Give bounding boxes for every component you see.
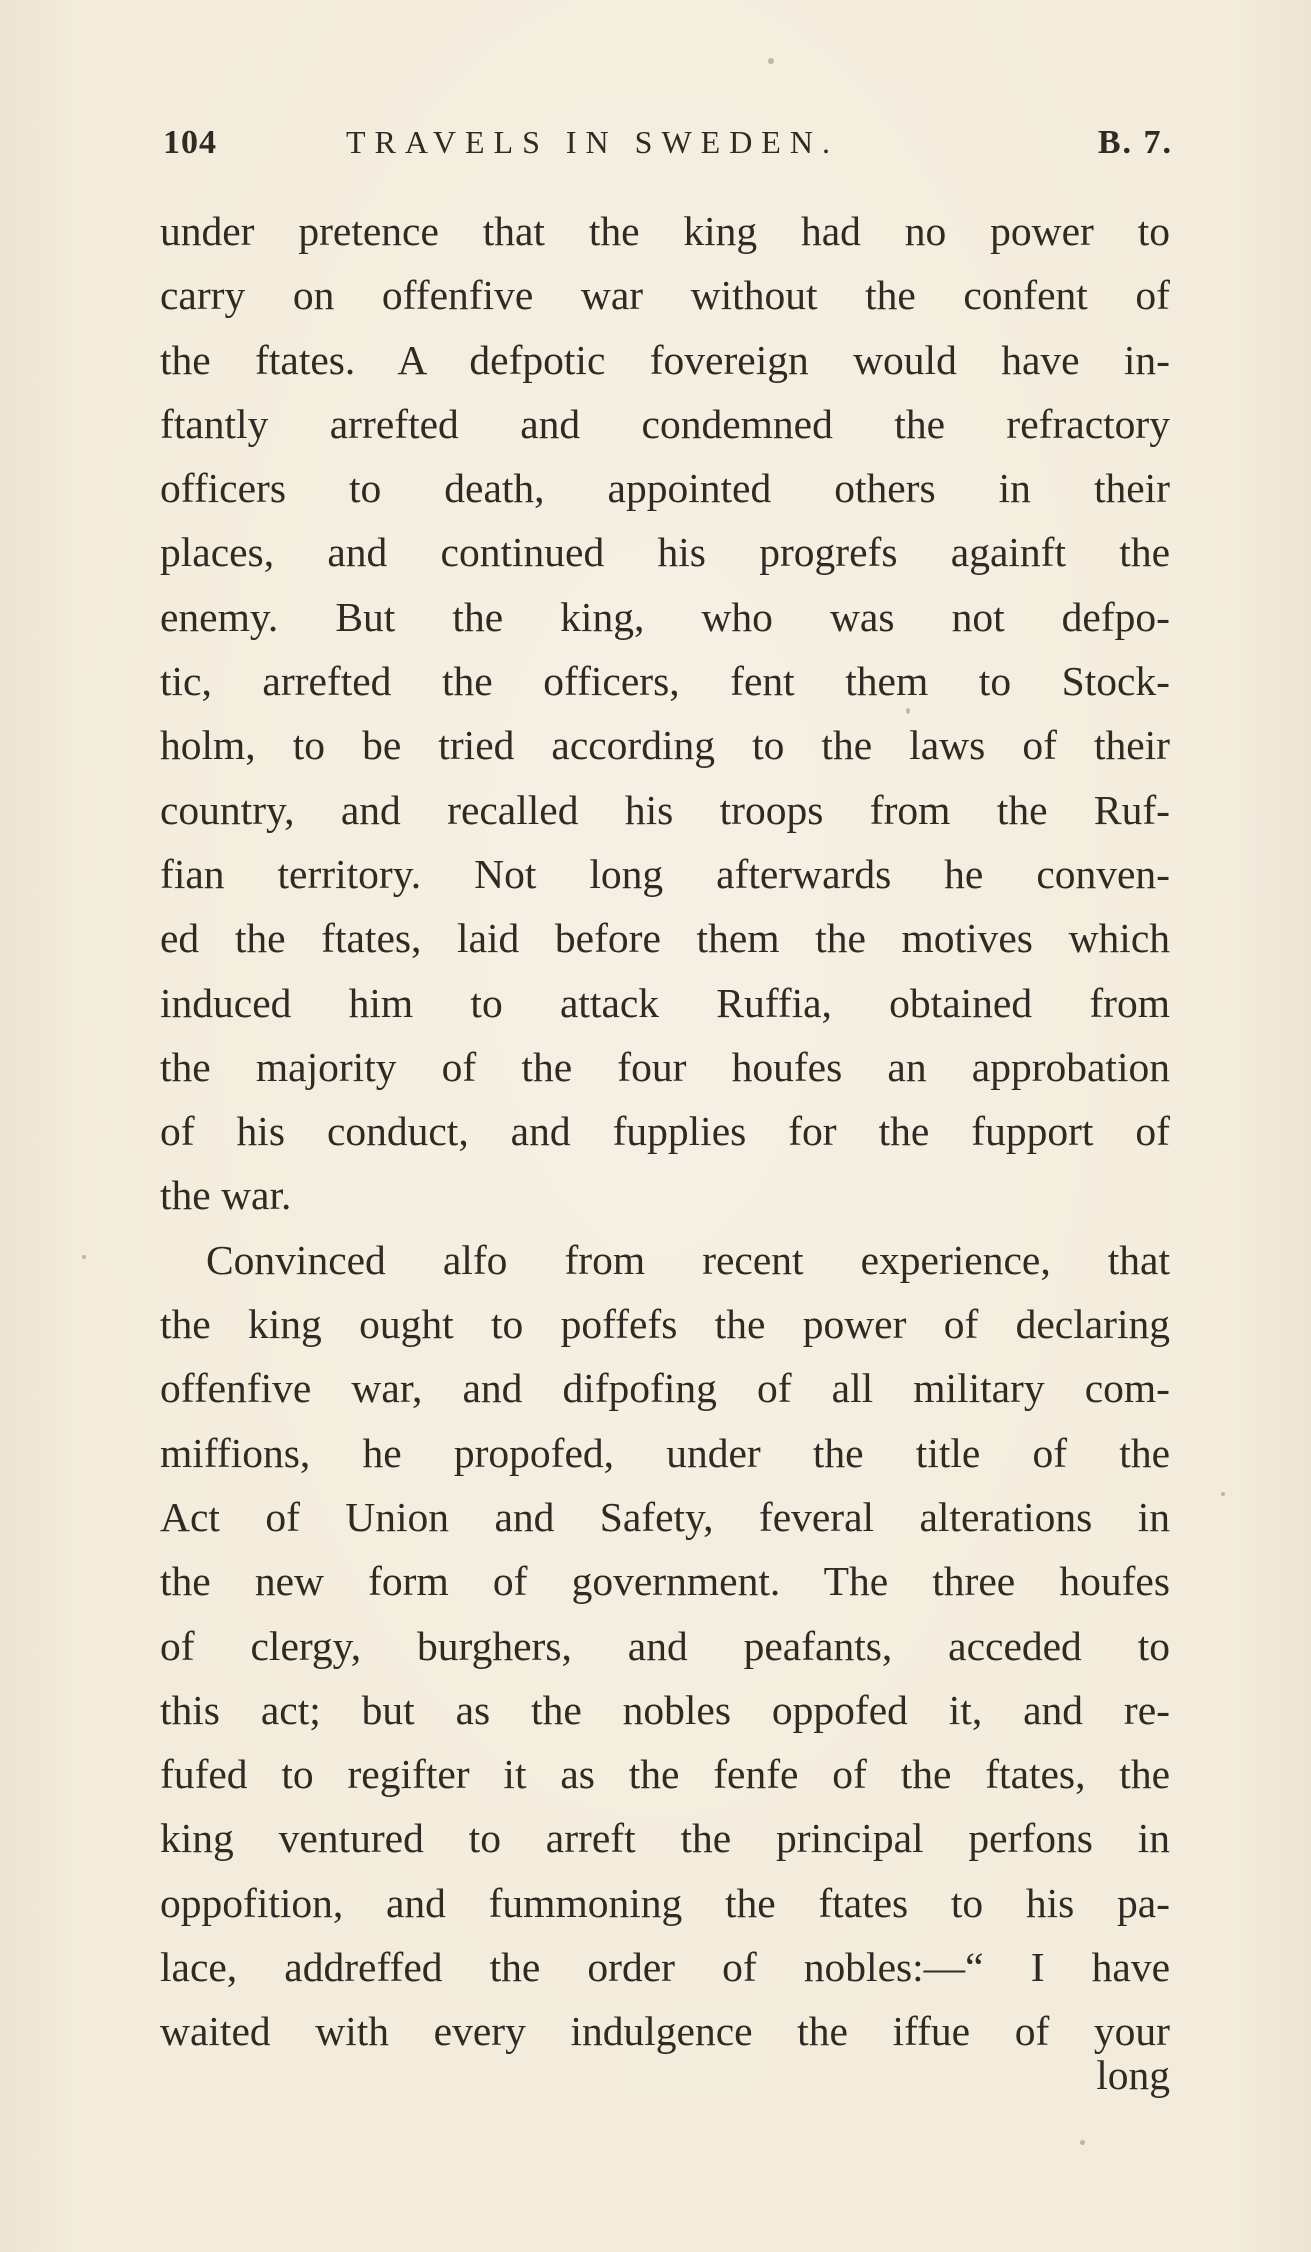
text-line: tic, arrefted the officers, fent them to Stock-	[160, 658, 1170, 705]
text-line: the majority of the four houfes an approbation	[160, 1043, 1170, 1090]
page-number: 104	[163, 124, 217, 161]
text-line: lace, addreffed the order of nobles:—“ I have	[160, 1944, 1170, 1991]
paper-speck	[1221, 1492, 1225, 1496]
text-line: of clergy, burghers, and peafants, acceded to	[160, 1622, 1170, 1669]
text-line: king ventured to arreft the principal perfons in	[160, 1815, 1170, 1862]
text-line: induced him to attack Ruffia, obtained from	[160, 979, 1170, 1026]
text-line: the ftates. A defpotic fovereign would have in-	[160, 336, 1170, 383]
text-line: under pretence that the king had no power to	[160, 208, 1170, 254]
text-line: fian territory. Not long afterwards he conven-	[160, 850, 1170, 897]
book-marker: B. 7.	[1097, 124, 1173, 161]
paper-speck	[768, 58, 774, 64]
text-line: holm, to be tried according to the laws of their	[160, 722, 1170, 769]
paragraph-start-line: Convinced alfo from recent experience, that	[206, 1236, 1170, 1283]
page-header	[163, 124, 1173, 174]
text-line: enemy. But the king, who was not defpo-	[160, 593, 1170, 640]
catchword: long	[1096, 2052, 1170, 2098]
text-line: carry on offenfive war without the confent of	[160, 272, 1170, 319]
text-line: Act of Union and Safety, feveral alterations in	[160, 1493, 1170, 1540]
text-line: miffions, he propofed, under the title of the	[160, 1429, 1170, 1476]
text-line: oppofition, and fummoning the ftates to his pa-	[160, 1879, 1170, 1926]
paper-speck	[1080, 2140, 1085, 2145]
text-line: of his conduct, and fupplies for the fupport of	[160, 1108, 1170, 1155]
paper-speck	[82, 1255, 86, 1259]
text-line: waited with every indulgence the iffue of your	[160, 2008, 1170, 2055]
text-line: fufed to regifter it as the fenfe of the ftates, the	[160, 1751, 1170, 1798]
running-title: TRAVELS IN SWEDEN.	[346, 124, 839, 160]
paragraph-end-line: the war.	[160, 1172, 292, 1219]
text-line: country, and recalled his troops from the Ruf-	[160, 786, 1170, 833]
text-line: ed the ftates, laid before them the motives which	[160, 915, 1170, 962]
paper-speck	[906, 708, 910, 714]
text-line: the new form of government. The three houfes	[160, 1558, 1170, 1605]
text-line: ftantly arrefted and condemned the refractory	[160, 400, 1170, 447]
text-line: officers to death, appointed others in their	[160, 465, 1170, 512]
text-line: offenfive war, and difpofing of all military com-	[160, 1365, 1170, 1412]
text-line: the king ought to poffefs the power of declaring	[160, 1301, 1170, 1348]
text-line: places, and continued his progrefs againft the	[160, 529, 1170, 576]
text-line: this act; but as the nobles oppofed it, and re-	[160, 1686, 1170, 1733]
body-text	[160, 199, 1170, 2064]
